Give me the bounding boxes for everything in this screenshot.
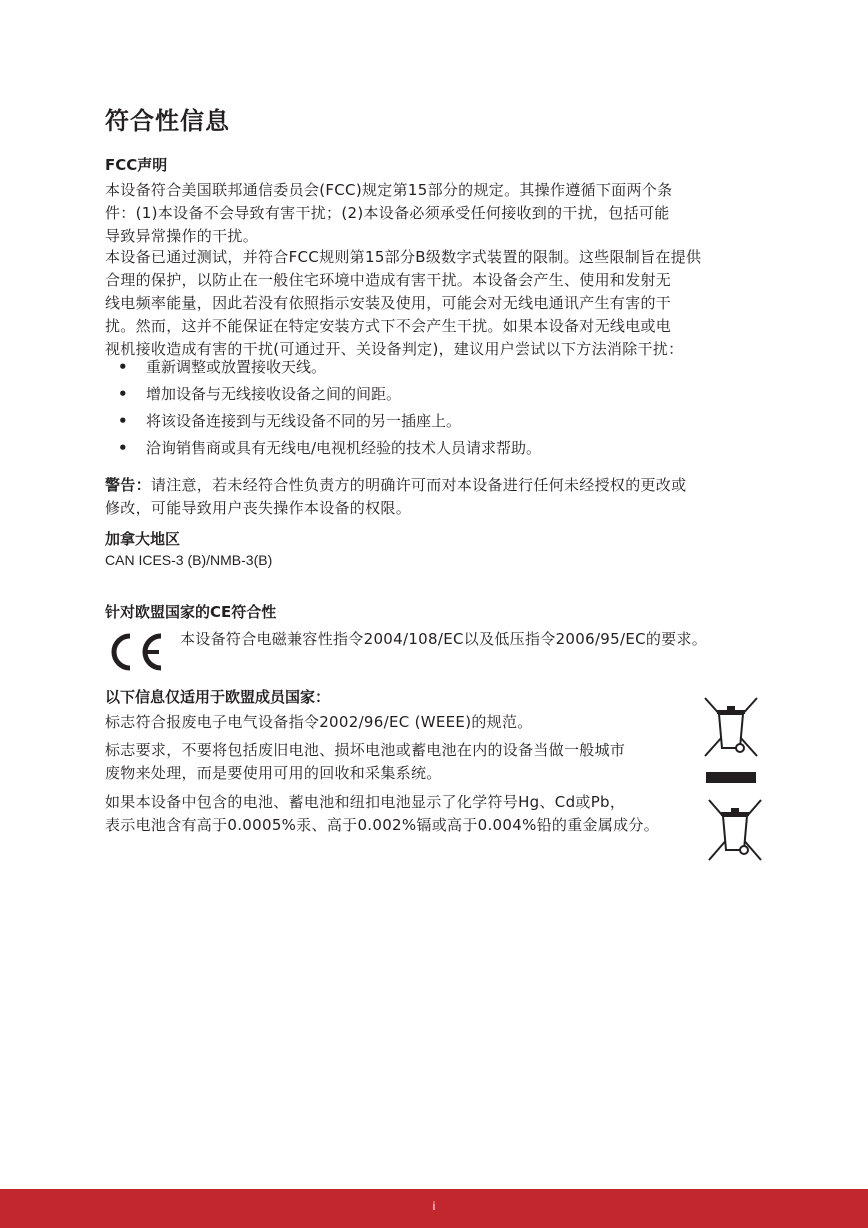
- list-item: [118, 383, 541, 410]
- list-item-text: 将该设备连接到与无线设备不同的另一插座上。: [146, 412, 462, 430]
- list-item-text: 重新调整或放置接收天线。: [146, 358, 327, 376]
- list-item: [118, 410, 541, 437]
- text-line: 本设备符合美国联邦通信委员会(FCC)规定第15部分的规定。其操作遵循下面两个条: [105, 181, 673, 199]
- page-number: i: [432, 1199, 436, 1213]
- text-line: 线电频率能量，因此若没有依照指示安装及使用，可能会对无线电通讯产生有害的干: [105, 294, 672, 312]
- text-line: 标志符合报废电子电气设备指令2002/96/EC (WEEE)的规范。: [105, 713, 533, 731]
- eu-paragraph-2: [105, 739, 625, 785]
- fcc-heading: FCC声明: [105, 156, 168, 174]
- ce-text: 本设备符合电磁兼容性指令2004/108/EC以及低压指令2006/95/EC的要求。: [180, 630, 708, 648]
- page-title: 符合性信息: [105, 107, 230, 135]
- list-item: [118, 437, 541, 464]
- warning-text: 请注意，若未经符合性负责方的明确许可而对本设备进行任何未经授权的更改或: [150, 476, 687, 494]
- text-line: 标志要求，不要将包括废旧电池、损坏电池或蓄电池在内的设备当做一般城市: [105, 741, 626, 759]
- text-line: 合理的保护，以防止在一般住宅环境中造成有害干扰。本设备会产生、使用和发射无: [105, 271, 672, 289]
- fcc-paragraph-1: [105, 179, 672, 248]
- list-item-text: 增加设备与无线接收设备之间的间距。: [146, 385, 402, 403]
- text-line: 修改，可能导致用户丧失操作本设备的权限。: [105, 499, 412, 517]
- text-line: 如果本设备中包含的电池、蓄电池和纽扣电池显示了化学符号Hg、Cd或Pb，: [105, 793, 626, 811]
- bullet-icon: •: [118, 412, 128, 430]
- crossed-out-wheelie-bin-icon: [701, 696, 761, 760]
- crossed-out-wheelie-bin-icon: [705, 798, 765, 862]
- bullet-icon: •: [118, 439, 128, 457]
- eu-paragraph-3: [105, 791, 659, 837]
- fcc-bullet-list: [118, 356, 541, 464]
- text-line: 导致异常操作的干扰。: [105, 227, 259, 245]
- eu-heading: 以下信息仅适用于欧盟成员国家：: [105, 688, 331, 706]
- bullet-icon: •: [118, 385, 128, 403]
- text-line: 表示电池含有高于0.0005%汞、高于0.002%镉或高于0.004%铅的重金属成分。: [105, 816, 660, 834]
- text-line: 视机接收造成有害的干扰(可通过开、关设备判定)，建议用户尝试以下方法消除干扰：: [105, 340, 684, 358]
- ce-mark-icon: [105, 632, 165, 672]
- bullet-icon: •: [118, 358, 128, 376]
- canada-heading: 加拿大地区: [105, 530, 181, 548]
- text-line: 件：(1)本设备不会导致有害干扰；(2)本设备必须承受任何接收到的干扰，包括可能: [105, 204, 670, 222]
- eu-line-1: [105, 711, 533, 734]
- weee-bar-mark: [706, 772, 756, 783]
- fcc-paragraph-2: [105, 246, 701, 361]
- text-line: [105, 474, 686, 497]
- text-line: 废物来处理，而是要使用可用的回收和采集系统。: [105, 764, 442, 782]
- warning-label: 警告：: [105, 476, 151, 494]
- fcc-warning: [105, 474, 686, 520]
- canada-code: CAN ICES-3 (B)/NMB-3(B): [105, 552, 273, 568]
- text-line: 本设备已通过测试，并符合FCC规则第15部分B级数字式装置的限制。这些限制旨在提供: [105, 248, 702, 266]
- ce-heading: 针对欧盟国家的CE符合性: [105, 603, 277, 621]
- text-line: 扰。然而，这并不能保证在特定安装方式下不会产生干扰。如果本设备对无线电或电: [105, 317, 672, 335]
- list-item-text: 洽询销售商或具有无线电/电视机经验的技术人员请求帮助。: [146, 439, 542, 457]
- list-item: [118, 356, 541, 383]
